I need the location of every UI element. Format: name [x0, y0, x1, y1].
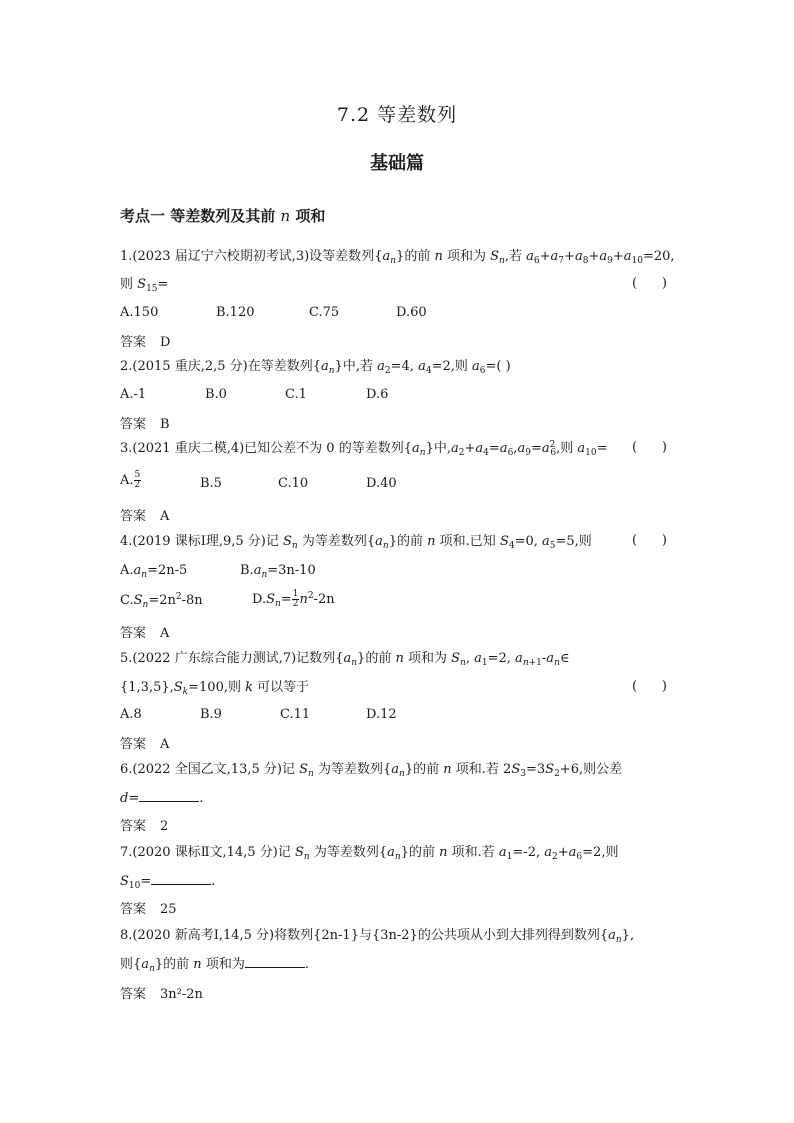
- option-d: D.40: [366, 476, 397, 491]
- option-d: $D.S_n=$ $\frac{1}{2}$ $n^2-2n$: [252, 589, 335, 609]
- question-8-line-2: 则$\{a_n\}$的前 n 项和为 .: [120, 957, 309, 974]
- fill-blank: [151, 872, 211, 885]
- answer-4: 答案 A: [120, 626, 170, 641]
- question-8: 8.(2020 新高考Ⅰ,14,5 分)将数列{2n-1}与{3n-2}的公共项从小到大排列得到数列$\{a_n\}$,: [120, 928, 635, 945]
- option-b: B.0: [205, 387, 227, 402]
- question-1-line-2: 则 $S_{15}=$: [120, 277, 169, 294]
- question-3: 3.(2021 重庆二模,4)已知公差不为 0 的等差数列$\{a_n\}$中$,a_2+a_4=a_6,a_9=a^2_6$,则 $a_{10}=$: [120, 440, 608, 458]
- question-7-line-2: $S_{10}=$ .: [120, 874, 216, 891]
- answer-6: 答案 2: [120, 819, 169, 834]
- option-b: B.5: [200, 476, 222, 491]
- section-heading: 考点一 等差数列及其前 n 项和: [120, 207, 326, 225]
- option-c: C.1: [285, 387, 307, 402]
- question-5: 5.(2022 广东综合能力测试,7)记数列$\{a_n\}$的前 n 项和为 $S_n$, $a_1=2$, $a_{n+1}-a_n\in$: [120, 651, 570, 668]
- answer-2: 答案 B: [120, 417, 170, 432]
- option-a: A. $\frac{5}{2}$: [120, 470, 141, 490]
- page-title: 7.2 等差数列: [336, 104, 458, 126]
- page-subtitle: 基础篇: [370, 153, 424, 174]
- option-a: A.8: [120, 707, 142, 722]
- option-b: $B.a_n=3n-10$: [240, 563, 316, 580]
- question-7: 7.(2020 课标Ⅱ文,14,5 分)记 $S_n$ 为等差数列$\{a_n\}$的前 n 项和.若 $a_1=-2$, $a_2+a_6=2$,则: [120, 845, 619, 862]
- option-c: C.75: [309, 305, 340, 320]
- option-d: D.60: [396, 305, 427, 320]
- option-b: B.120: [216, 305, 255, 320]
- answer-bracket: ( ): [632, 440, 667, 455]
- answer-bracket: ( ): [632, 276, 667, 291]
- answer-8: 答案 3n²-2n: [120, 987, 203, 1002]
- option-c: C.11: [280, 707, 311, 722]
- option-d: D.12: [366, 707, 397, 722]
- answer-5: 答案 A: [120, 737, 170, 752]
- fill-blank: [245, 955, 305, 968]
- question-2: 2.(2015 重庆,2,5 分)在等差数列$\{a_n\}$中,若 $a_2=4$, $a_4=2$,则 $a_6=$( ): [120, 359, 511, 376]
- question-6: 6.(2022 全国乙文,13,5 分)记 $S_n$ 为等差数列$\{a_n\}$的前 n 项和.若 $2S_3=3S_2+6$,则公差: [120, 762, 623, 779]
- answer-bracket: ( ): [632, 533, 667, 548]
- option-c: C.10: [278, 476, 309, 491]
- question-1: 1.(2023 届辽宁六校期初考试,3)设等差数列$\{a_n\}$的前 n 项和为 $S_n$,若 $a_6+a_7+a_8+a_9+a_{10}=20$,: [120, 249, 675, 266]
- answer-3: 答案 A: [120, 509, 170, 524]
- answer-7: 答案 25: [120, 902, 177, 917]
- fill-blank: [139, 789, 199, 802]
- option-a: A.-1: [120, 387, 147, 402]
- option-a: $A.a_n=2n-5$: [120, 563, 188, 580]
- option-b: B.9: [200, 707, 222, 722]
- option-c: $C.S_n=2n^2-8n$: [120, 592, 203, 610]
- question-4: 4.(2019 课标Ⅰ理,9,5 分)记 $S_n$ 为等差数列$\{a_n\}$的前 n 项和.已知 $S_4=0$, $a_5=5$,则: [120, 534, 592, 551]
- question-6-line-2: d= .: [120, 791, 204, 806]
- option-a: A.150: [120, 305, 159, 320]
- option-d: D.6: [366, 387, 389, 402]
- answer-1: 答案 D: [120, 335, 171, 350]
- question-5-line-2: $\{1,3,5\},S_k=100$,则 k 可以等于: [120, 680, 310, 697]
- answer-bracket: ( ): [632, 679, 667, 694]
